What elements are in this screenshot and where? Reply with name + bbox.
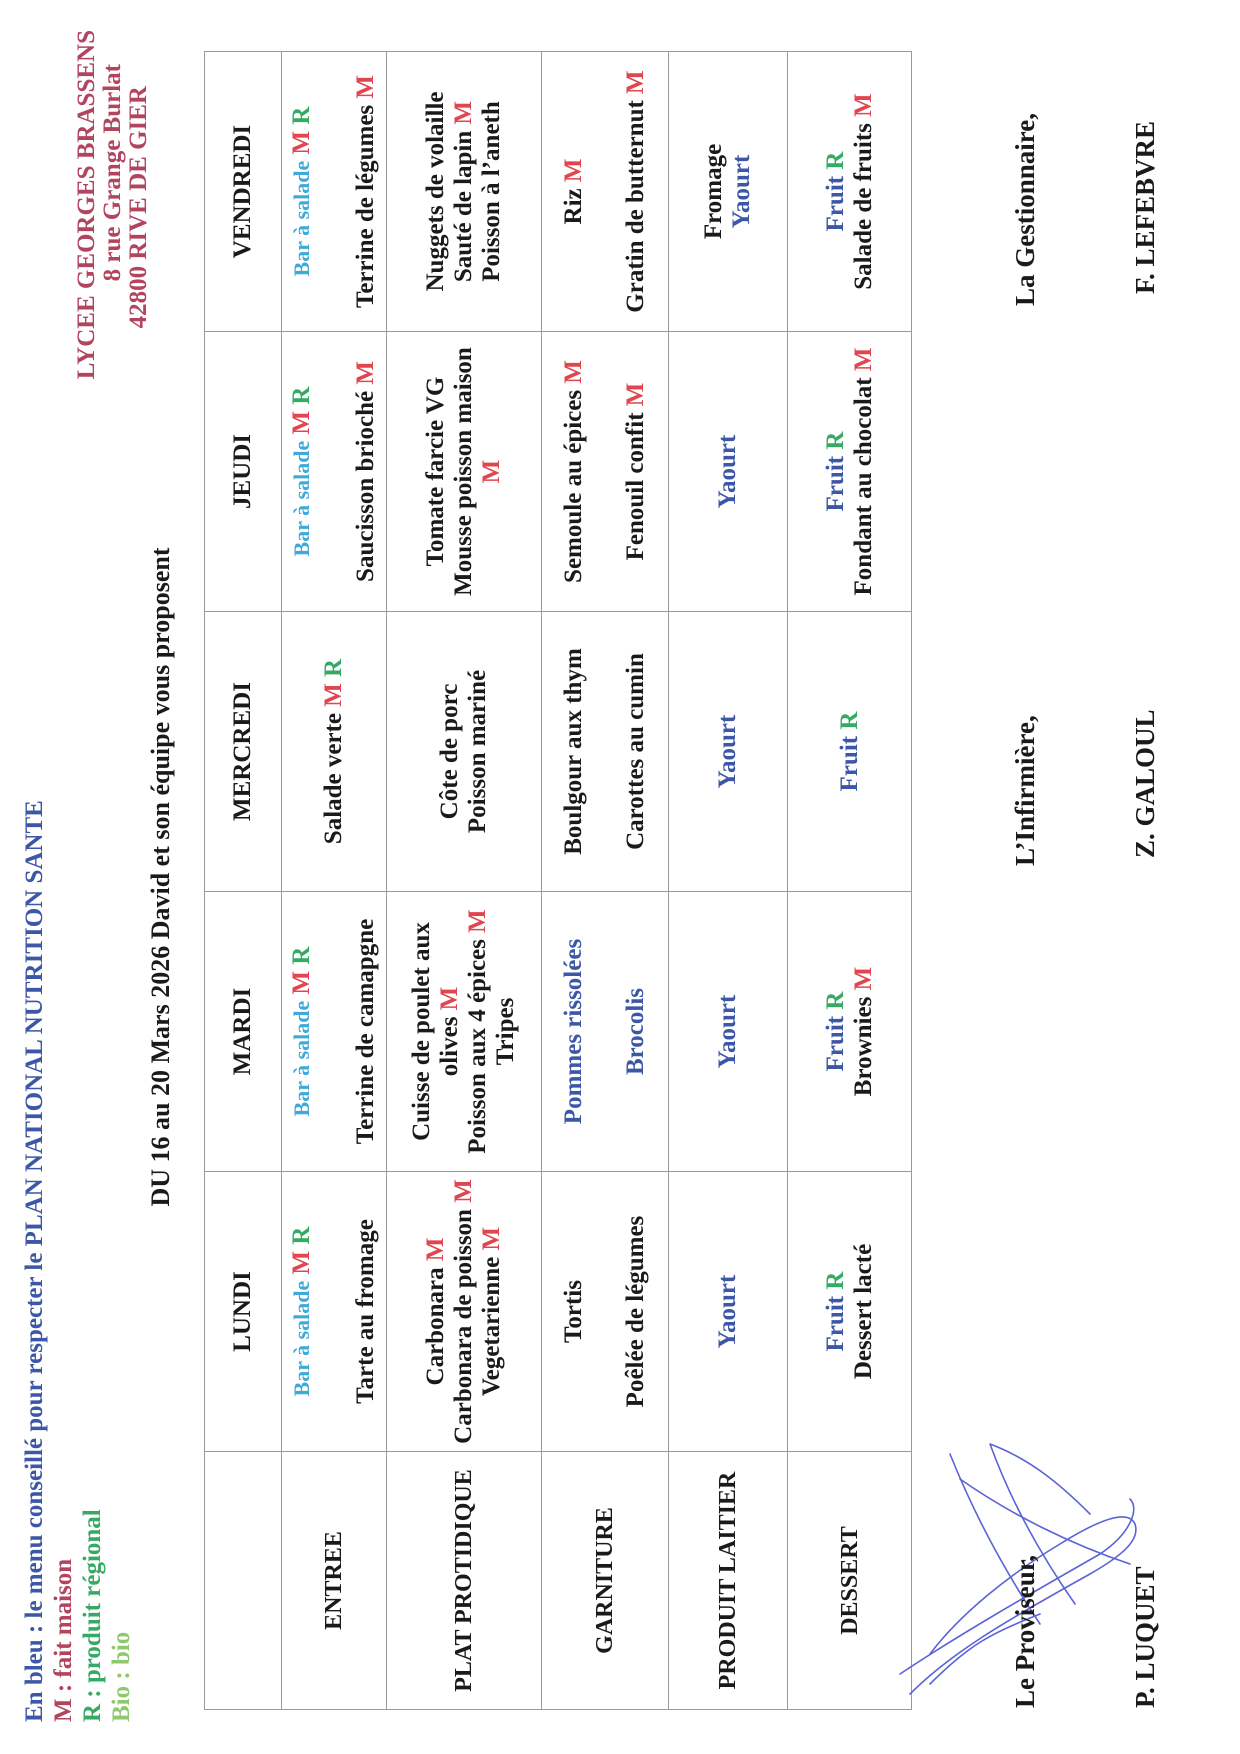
infirmiere-title: L’Infirmière, (1010, 715, 1040, 866)
menu-cell: Bar à salade M R Tarte au fromage (282, 1172, 387, 1452)
menu-cell: Pommes rissolées Brocolis (542, 892, 669, 1172)
row-label: ENTREE (282, 1452, 387, 1710)
menu-cell: Yaourt (668, 612, 787, 892)
school-city: 42800 RIVE DE GIER (125, 86, 152, 329)
row-label: PRODUIT LAITIER (668, 1452, 787, 1710)
legend-pnns: PLAN NATIONAL NUTRITION SANTE (21, 800, 48, 1247)
menu-cell: Yaourt (668, 332, 787, 612)
school-name: LYCEE GEORGES BRASSENS (73, 30, 100, 380)
table-row (282, 52, 387, 1710)
table-row (387, 52, 542, 1710)
header-empty (205, 1452, 282, 1710)
menu-cell: Semoule au épices M Fenouil confit M (542, 332, 669, 612)
menu-cell: Bar à salade M R Saucisson brioché M (282, 332, 387, 612)
day-header: JEUDI (205, 332, 282, 612)
menu-table (204, 51, 912, 1710)
school-address (74, 30, 152, 379)
menu-cell: Fruit R (788, 612, 912, 892)
menu-cell: Fromage Yaourt (668, 52, 787, 332)
legend-r: R : produit régional (79, 1509, 106, 1722)
table-row (668, 52, 787, 1710)
menu-cell: Bar à salade M R Terrine de camapgne (282, 892, 387, 1172)
menu-cell: Riz M Gratin de butternut M (542, 52, 669, 332)
menu-cell: Cuisse de poulet aux olives M Poisson aux 4 épices M Tripes (387, 892, 542, 1172)
gestionnaire-name: F. LEFEBVRE (1130, 120, 1160, 294)
menu-cell: Tortis Poêlée de légumes (542, 1172, 669, 1452)
day-header: VENDREDI (205, 52, 282, 332)
menu-cell: Boulgour aux thym Carottes au cumin (542, 612, 669, 892)
proviseur-title: Le Proviseur, (1010, 1555, 1040, 1708)
row-label: PLAT PROTIDIQUE (387, 1452, 542, 1710)
day-header: MARDI (205, 892, 282, 1172)
proviseur-name: P. LUQUET (1130, 1566, 1160, 1708)
legend (20, 800, 136, 1722)
menu-cell: Nuggets de volaille Sauté de lapin M Poisson à l’aneth (387, 52, 542, 332)
legend-line-pnns (20, 800, 49, 1722)
school-street: 8 rue Grange Burlat (99, 64, 126, 282)
row-label: DESSERT (788, 1452, 912, 1710)
menu-cell: Fruit R Fondant au chocolat M (788, 332, 912, 612)
legend-bio: Bio : bio (108, 1631, 135, 1722)
infirmiere-name: Z. GALOUL (1130, 709, 1160, 858)
day-header: LUNDI (205, 1172, 282, 1452)
menu-cell: Côte de porc Poisson mariné (387, 612, 542, 892)
gestionnaire-title: La Gestionnaire, (1010, 112, 1040, 306)
menu-cell: Fruit R Brownies M (788, 892, 912, 1172)
table-row (542, 52, 669, 1710)
menu-cell: Carbonara M Carbonara de poisson M Vegetarienne M (387, 1172, 542, 1452)
table-header-row (205, 52, 282, 1710)
menu-cell: Fruit R Salade de fruits M (788, 52, 912, 332)
menu-cell: Fruit R Dessert lacté (788, 1172, 912, 1452)
menu-cell: Yaourt (668, 892, 787, 1172)
day-header: MERCREDI (205, 612, 282, 892)
legend-m: M : fait maison (50, 1558, 77, 1722)
menu-cell: Bar à salade M R Terrine de légumes M (282, 52, 387, 332)
row-label: GARNITURE (542, 1452, 669, 1710)
menu-cell: Yaourt (668, 1172, 787, 1452)
legend-intro: En bleu : le menu conseillé pour respecter le (21, 1246, 48, 1722)
menu-cell: Tomate farcie VG Mousse poisson maison M (387, 332, 542, 612)
menu-subtitle: DU 16 au 20 Mars 2026 David et son équipe vous proposent (146, 547, 175, 1207)
menu-cell: Salade verte M R (282, 612, 387, 892)
